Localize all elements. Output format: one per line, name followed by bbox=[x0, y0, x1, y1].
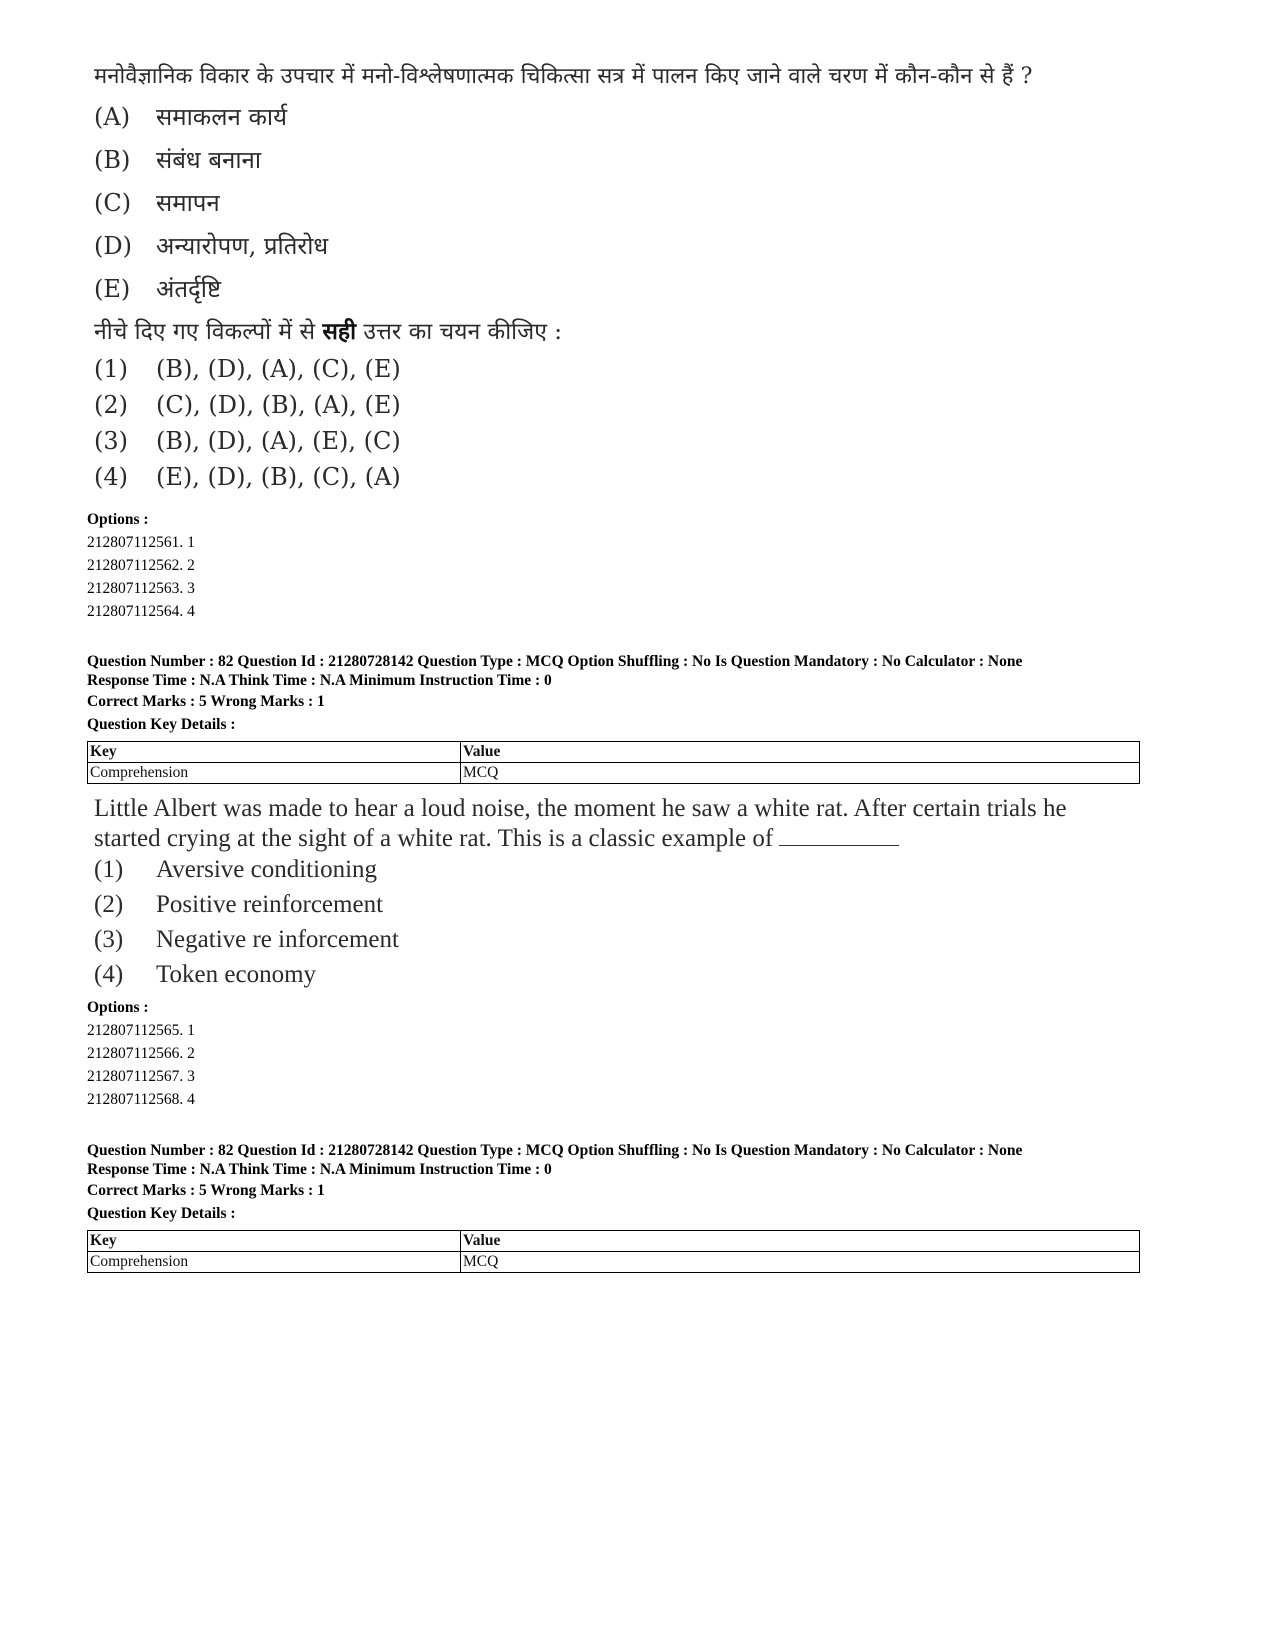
table-header-row bbox=[88, 1231, 1140, 1252]
key-details-label: Question Key Details : bbox=[87, 716, 236, 733]
table-row bbox=[88, 763, 1140, 784]
cell-key: Comprehension bbox=[88, 763, 461, 784]
options-block-q82 bbox=[87, 996, 1197, 1111]
header-key: Key bbox=[88, 1231, 461, 1252]
option-item: 212807112561. 1 bbox=[87, 534, 195, 551]
choice-3: (3) Negative re inforcement bbox=[94, 926, 399, 953]
question-stem-line-1: Little Albert was made to hear a loud noise, the moment he saw a white rat. After certain trials he bbox=[94, 795, 1067, 822]
choice-2: (2) Positive reinforcement bbox=[94, 891, 384, 918]
options-block-q81 bbox=[87, 508, 1197, 623]
english-question-image bbox=[94, 794, 1204, 996]
choice-1: (1) Aversive conditioning bbox=[94, 856, 378, 883]
header-value: Value bbox=[461, 742, 1140, 763]
meta-line-1: Question Number : 82 Question Id : 21280728142 Question Type : MCQ Option Shuffling : No Is Question Mandatory : No Calculator : None bbox=[87, 653, 1023, 670]
statement-e: (E) अंतर्दृष्टि bbox=[94, 275, 221, 303]
option-item: 212807112568. 4 bbox=[87, 1091, 195, 1108]
cell-value: MCQ bbox=[461, 763, 1140, 784]
question-stem: मनोवैज्ञानिक विकार के उपचार में मनो-विश्लेषणात्मक चिकित्सा सत्र में पालन किए जाने वाले चरण में कौन-कौन से हैं ? bbox=[94, 64, 1033, 89]
meta-line-2: Response Time : N.A Think Time : N.A Minimum Instruction Time : 0 bbox=[87, 672, 552, 689]
option-item: 212807112562. 2 bbox=[87, 557, 195, 574]
choice-4: (4) (E), (D), (B), (C), (A) bbox=[94, 463, 401, 491]
answer-blank bbox=[779, 825, 899, 846]
option-item: 212807112564. 4 bbox=[87, 603, 195, 620]
hindi-question-image bbox=[94, 62, 1194, 499]
instruction: नीचे दिए गए विकल्पों में से सही उत्तर का चयन कीजिए : bbox=[94, 318, 562, 345]
statement-c: (C) समापन bbox=[94, 189, 220, 217]
option-item: 212807112563. 3 bbox=[87, 580, 195, 597]
choice-3: (3) (B), (D), (A), (E), (C) bbox=[94, 427, 401, 455]
options-label: Options : bbox=[87, 511, 149, 528]
question-meta-q82 bbox=[87, 652, 1197, 736]
statement-d: (D) अन्यारोपण, प्रतिरोध bbox=[94, 232, 329, 260]
cell-value: MCQ bbox=[461, 1252, 1140, 1273]
meta-line-2: Response Time : N.A Think Time : N.A Minimum Instruction Time : 0 bbox=[87, 1161, 552, 1178]
statement-b: (B) संबंध बनाना bbox=[94, 146, 262, 174]
cell-key: Comprehension bbox=[88, 1252, 461, 1273]
table-header-row bbox=[88, 742, 1140, 763]
option-item: 212807112567. 3 bbox=[87, 1068, 195, 1085]
options-label: Options : bbox=[87, 999, 149, 1016]
option-item: 212807112566. 2 bbox=[87, 1045, 195, 1062]
key-details-label: Question Key Details : bbox=[87, 1205, 236, 1222]
marks-line: Correct Marks : 5 Wrong Marks : 1 bbox=[87, 693, 325, 710]
marks-line: Correct Marks : 5 Wrong Marks : 1 bbox=[87, 1182, 325, 1199]
choice-2: (2) (C), (D), (B), (A), (E) bbox=[94, 391, 401, 419]
question-meta-q82-repeat bbox=[87, 1141, 1197, 1225]
header-value: Value bbox=[461, 1231, 1140, 1252]
choice-1: (1) (B), (D), (A), (C), (E) bbox=[94, 355, 401, 383]
statement-a: (A) समाकलन कार्य bbox=[94, 103, 288, 131]
key-value-table bbox=[87, 741, 1140, 784]
key-value-table bbox=[87, 1230, 1140, 1273]
meta-line-1: Question Number : 82 Question Id : 21280728142 Question Type : MCQ Option Shuffling : No Is Question Mandatory : No Calculator : None bbox=[87, 1142, 1023, 1159]
question-stem-line-2: started crying at the sight of a white rat. This is a classic example of bbox=[94, 824, 1204, 854]
option-item: 212807112565. 1 bbox=[87, 1022, 195, 1039]
choice-4: (4) Token economy bbox=[94, 961, 317, 988]
table-row bbox=[88, 1252, 1140, 1273]
header-key: Key bbox=[88, 742, 461, 763]
